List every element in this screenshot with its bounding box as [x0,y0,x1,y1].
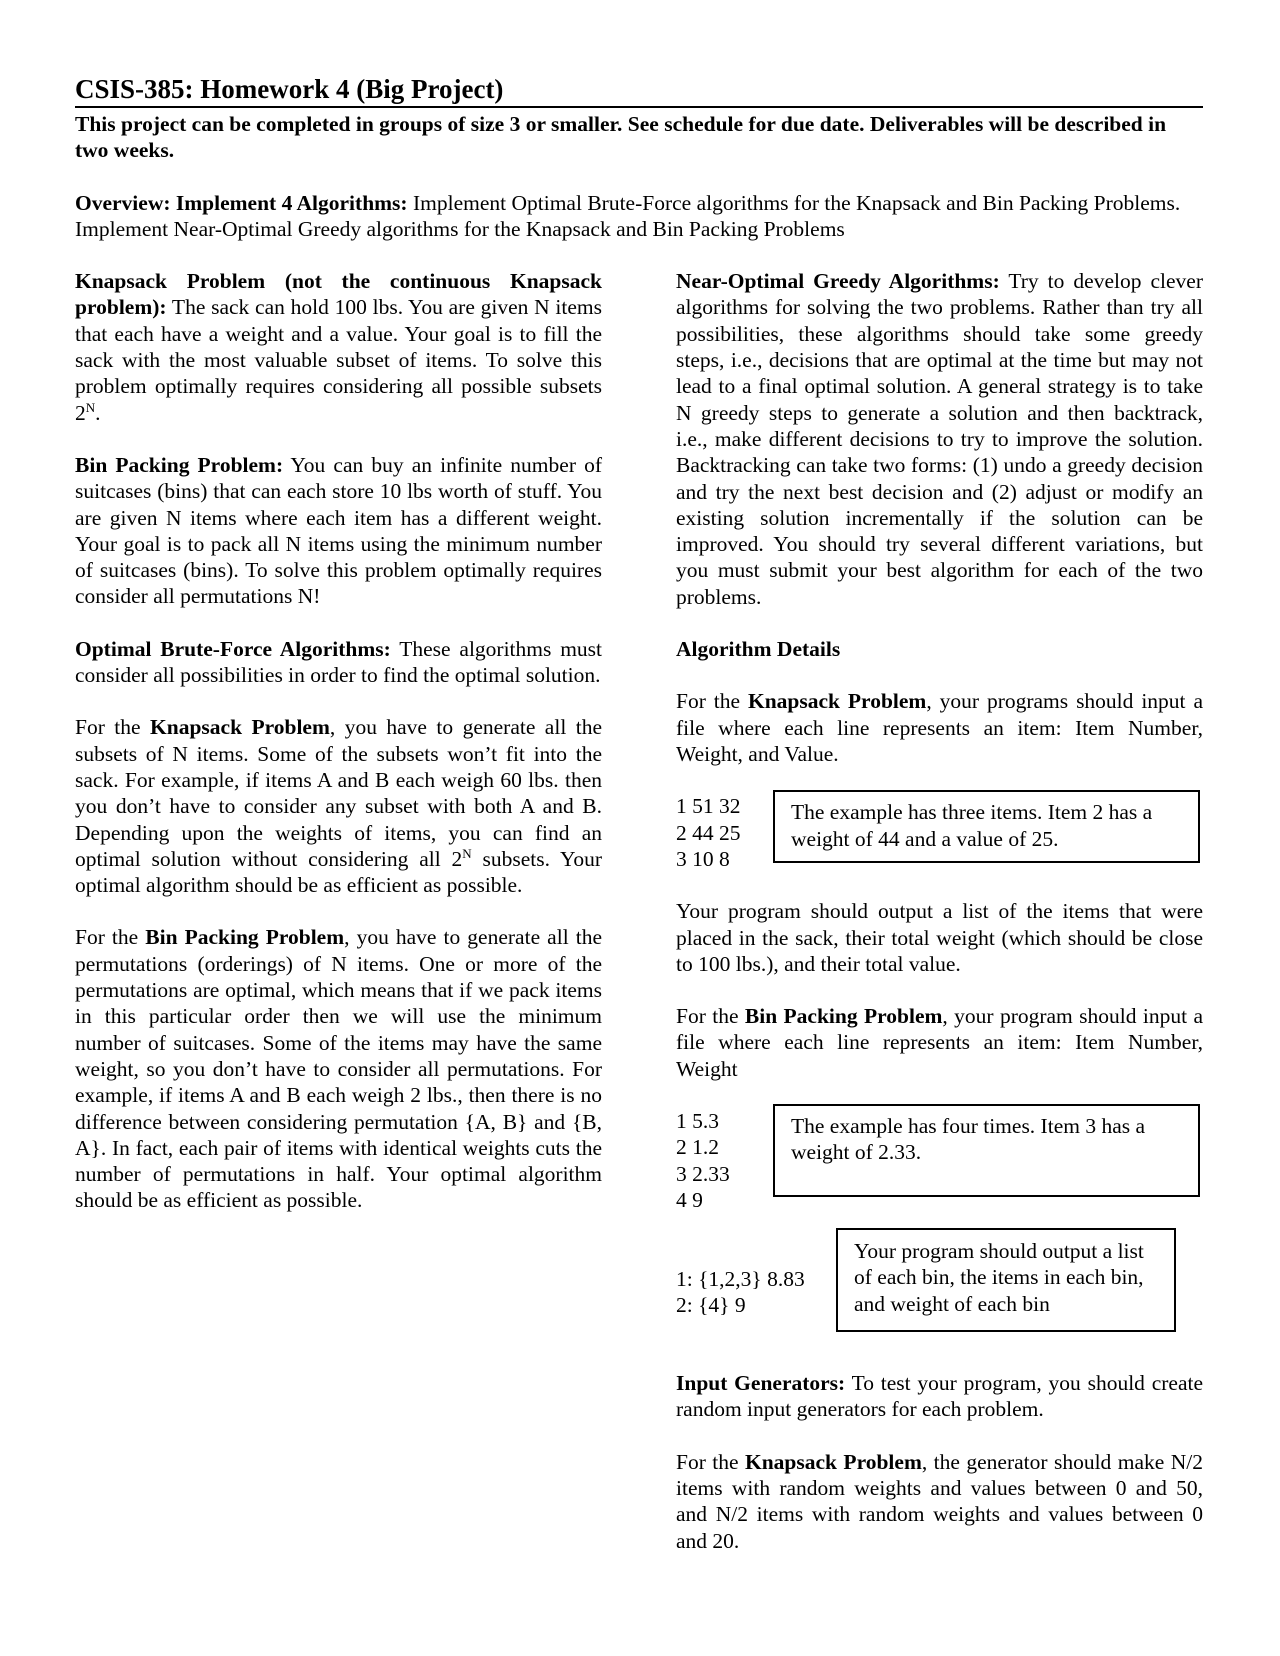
example-line: 1 5.3 [676,1109,719,1134]
bin-output-note: Your program should output a list of each bin, the items in each bin, and weight of each bin [854,1239,1144,1316]
document-page [75,72,1203,1553]
example-line: 2 1.2 [676,1135,719,1160]
knapsack-bf-end: subsets. Your optimal algorithm should be as efficient as possible. [75,846,603,898]
greedy-text: Try to develop clever algorithms for solving the two problems. Rather than try all possibilities, these algorithms should take some greedy steps, i.e., decisions that are optimal at the time but may not lead to a final optimal solution. A general strategy is to take N greedy steps to generate a solution and then backtrack, i.e., make different decisions to try to improve the solution. Backtracking can take two forms: (1) undo a greedy decision and try the next best decision and (2) adjust or modify an existing solution incrementally if the solution can be improved. You should try several different variations, but you must submit your best algorithm for each of the two problems. [676,269,1203,609]
overview-paragraph [75,190,1203,243]
bin-input-paragraph [676,1003,1203,1082]
knapsack-example-note: The example has three items. Item 2 has a weight of 44 and a value of 25. [791,800,1153,851]
greedy-label: Near-Optimal Greedy Algorithms: [676,269,1000,294]
bin-bf-label: Bin Packing Problem [145,925,345,950]
knapsack-gen-label: Knapsack Problem [745,1449,922,1474]
bin-packing-label: Bin Packing Problem: [75,452,284,477]
knapsack-input-paragraph [676,688,1203,767]
bin-packing-paragraph [75,452,602,610]
bin-example-note: The example has four times. Item 3 has a weight of 2.33. [791,1114,1146,1165]
example-line: 2 44 25 [676,820,741,845]
overview-text: Implement Optimal Brute-Force algorithms for the Knapsack and Bin Packing Problems. Implement Near-Optimal Greedy algorithms for the Knapsack and Bin Packing Problems [75,190,1181,241]
knapsack-bf-pre: For the [75,715,151,740]
greedy-paragraph [676,268,1203,610]
bin-input-text: , your program should input a file where each line represents an item: Item Number, Weight [676,1004,1203,1081]
bin-example-note-box [773,1104,1200,1197]
knapsack-example-lines [676,793,741,872]
bin-example-lines [676,1108,730,1213]
bin-output-note-box [836,1228,1176,1332]
knapsack-gen-text: , the generator should make N/2 items with random weights and values between 0 and 50, and N/2 items with random weights and values between 0 and 20. [676,1449,1203,1553]
bin-example [676,1108,1203,1212]
knapsack-bf-label: Knapsack Problem [150,715,330,740]
bin-bf-pre: For the [75,925,146,950]
knapsack-input-text: , your programs should input a file where each line represents an item: Item Number, Weight, and Value. [676,689,1203,766]
brute-force-paragraph [75,636,602,689]
knapsack-problem-text: The sack can hold 100 lbs. You are given N items that each have a weight and a value. Your goal is to fill the sack with the most valuable subset of items. To solve this problem optimally requires considering all possible subsets 2 [75,295,602,425]
input-generators-text: To test your program, you should create random input generators for each problem. [676,1371,1203,1422]
superscript-n: N [462,845,472,861]
algorithm-details-heading [676,636,1203,662]
bin-packing-text: You can buy an infinite number of suitcases (bins) that can each store 10 lbs worth of stuff. You are given N items where each item has a different weight. Your goal is to pack all N items using the minimum number of suitcases (bins). To solve this problem optimally requires consider all permutations N! [75,452,602,609]
bin-output-example [676,1238,1203,1344]
bin-bf-text: , you have to generate all the permutations (orderings) of N items. One or more of the permutations are optimal, which means that if we pack items in this particular order then we will use the minimum number of suitcases. Some of the items may have the same weight, so you don’t have to consider all permutations. For example, if items A and B each weigh 2 lbs., then there is no difference between considering permutation {A, B} and {B, A}. In fact, each pair of items with identical weights cuts the number of permutations in half. Your optimal algorithm should be as efficient as possible. [75,925,602,1213]
knapsack-bf-text: , you have to generate all the subsets of N items. Some of the subsets won’t fit into the sack. For example, if items A and B each weigh 60 lbs. then you don’t have to consider any subset with both A and B. Depending upon the weights of items, you can find an optimal solution without considering all 2 [75,715,602,871]
knapsack-problem-label: Knapsack Problem (not the continuous Knapsack problem): [75,269,602,320]
input-generators-label: Input Generators: [676,1371,846,1396]
superscript-n: N [85,399,96,415]
brute-force-text: These algorithms must consider all possibilities in order to find the optimal solution. [75,636,603,688]
left-column [75,268,602,1240]
output-line: 2: {4} 9 [676,1293,746,1318]
knapsack-generator-paragraph [676,1449,1203,1554]
knapsack-gen-pre: For the [676,1449,745,1474]
knapsack-example-note-box [773,790,1200,863]
output-line: 1: {1,2,3} 8.83 [676,1267,805,1292]
knapsack-input-label: Knapsack Problem [747,689,927,714]
page-title: CSIS-385: Homework 4 (Big Project) [75,72,1203,108]
bin-input-label: Bin Packing Problem [744,1004,943,1029]
knapsack-input-pre: For the [676,689,748,714]
knapsack-problem-end: . [95,400,101,425]
knapsack-example [676,793,1203,872]
input-generators-paragraph [676,1370,1203,1423]
algorithm-details-label: Algorithm Details [676,637,841,662]
bin-brute-force-paragraph [75,924,602,1213]
knapsack-output-paragraph: Your program should output a list of the items that were placed in the sack, their total weight (which should be close to 100 lbs.), and their total value. [676,899,1203,976]
overview-label: Overview: Implement 4 Algorithms: [75,190,408,215]
example-line: 3 10 8 [676,846,730,871]
bin-input-pre: For the [676,1004,745,1029]
subtitle: This project can be completed in groups of size 3 or smaller. See schedule for due date. Deliverables will be described in two weeks. [75,112,1167,163]
brute-force-label: Optimal Brute-Force Algorithms: [75,636,391,661]
bin-output-lines [676,1266,805,1319]
right-column [676,268,1203,1580]
knapsack-brute-force-paragraph [75,714,602,898]
example-line: 4 9 [676,1187,703,1212]
example-line: 3 2.33 [676,1161,730,1186]
example-line: 1 51 32 [676,794,741,819]
knapsack-problem-paragraph [75,268,602,426]
